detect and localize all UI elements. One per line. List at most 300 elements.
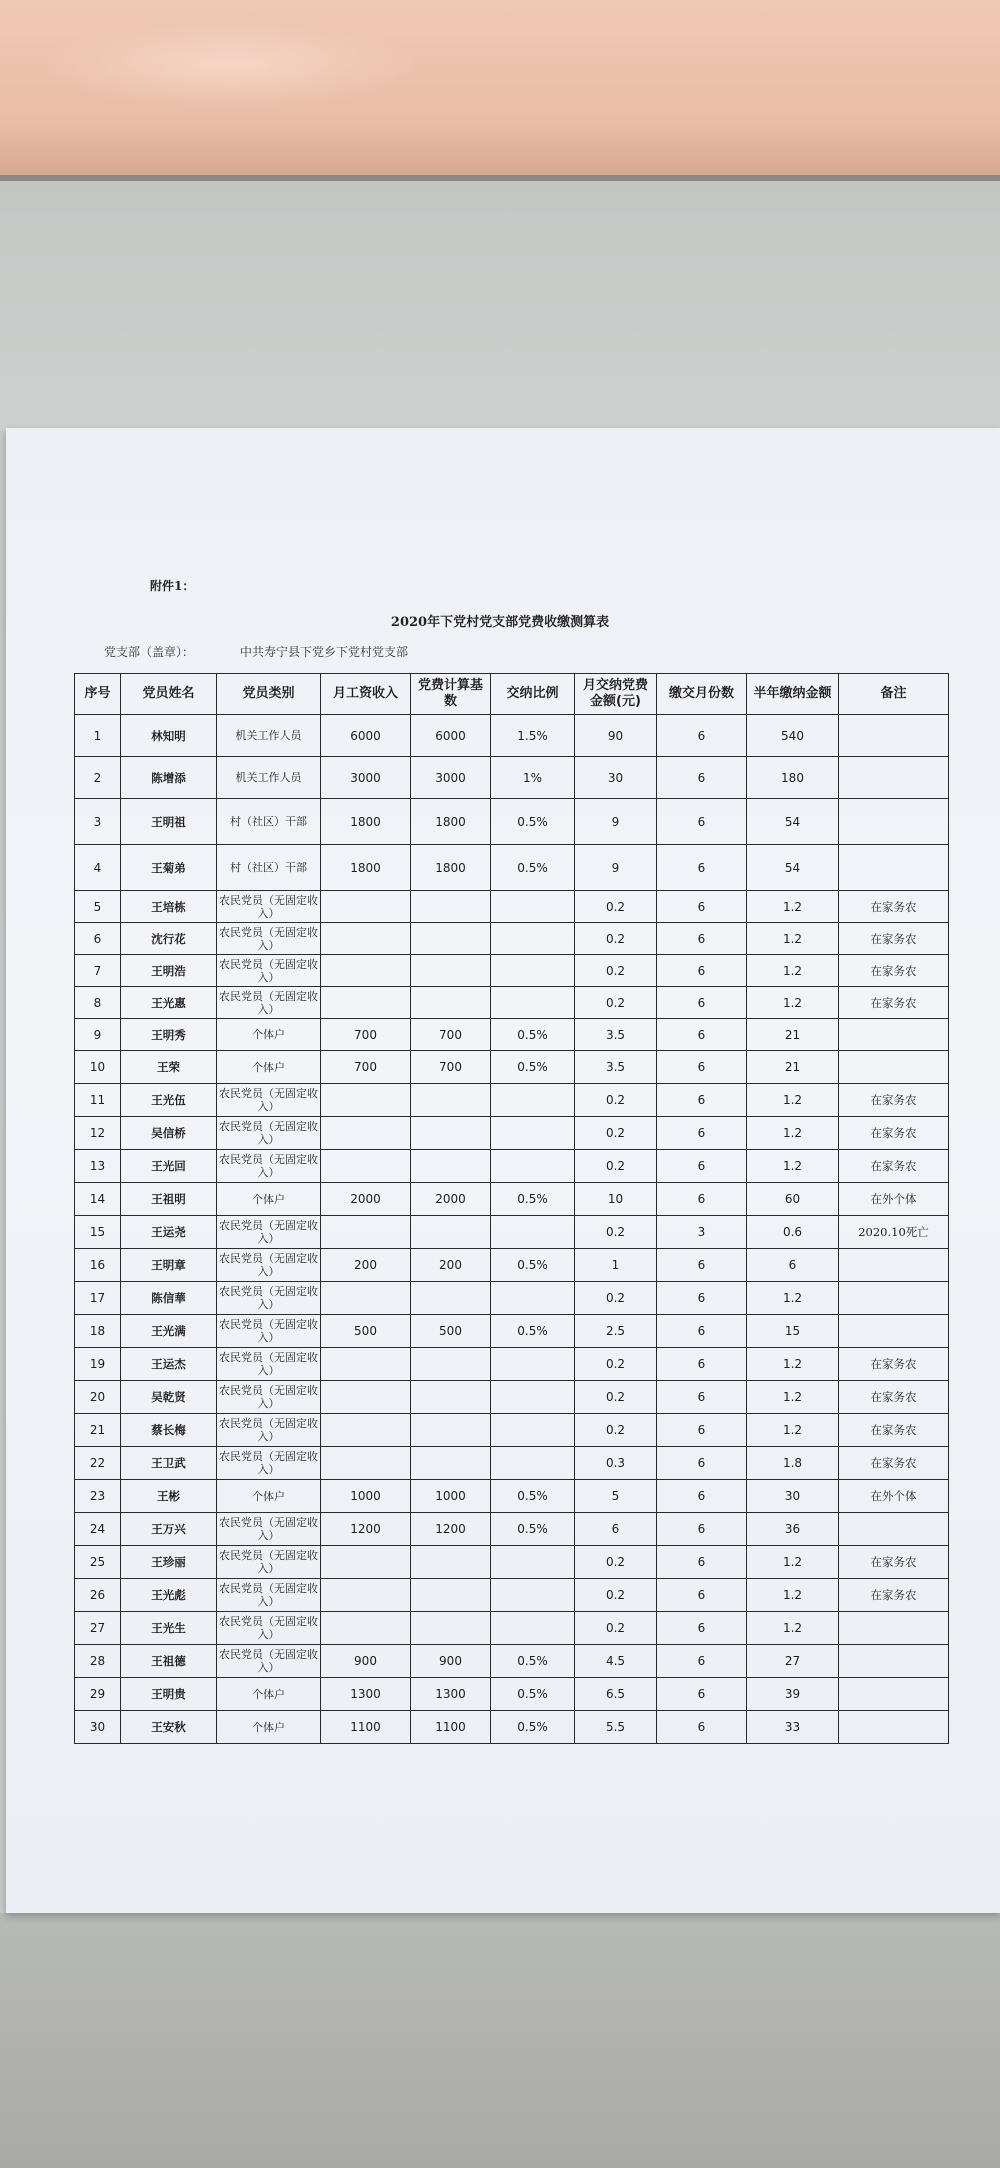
cell-base — [411, 1612, 491, 1645]
cell-half-year: 1.2 — [747, 1546, 839, 1579]
table-row — [75, 1480, 949, 1513]
cell-monthly: 0.2 — [575, 987, 657, 1019]
cell-base: 700 — [411, 1051, 491, 1084]
cell-income — [321, 1546, 411, 1579]
cell-note — [839, 845, 949, 891]
cell-no: 30 — [75, 1711, 121, 1744]
cell-months: 6 — [657, 1678, 747, 1711]
cell-ratio — [491, 987, 575, 1019]
cell-income: 700 — [321, 1051, 411, 1084]
cell-base — [411, 1084, 491, 1117]
cell-monthly: 0.2 — [575, 1579, 657, 1612]
branch-name: 中共寿宁县下党乡下党村党支部 — [240, 645, 409, 659]
cell-months: 6 — [657, 1645, 747, 1678]
cell-note: 在家务农 — [839, 891, 949, 923]
table-row — [75, 1348, 949, 1381]
cell-months: 6 — [657, 923, 747, 955]
cell-monthly: 0.2 — [575, 891, 657, 923]
cell-base: 2000 — [411, 1183, 491, 1216]
table-row — [75, 1612, 949, 1645]
cell-months: 6 — [657, 1612, 747, 1645]
cell-monthly: 3.5 — [575, 1019, 657, 1051]
cell-ratio: 1% — [491, 757, 575, 799]
cell-income: 1200 — [321, 1513, 411, 1546]
table-row — [75, 1447, 949, 1480]
cell-monthly: 6.5 — [575, 1678, 657, 1711]
cell-months: 6 — [657, 1084, 747, 1117]
cell-base: 700 — [411, 1019, 491, 1051]
header-ratio: 交纳比例 — [491, 674, 575, 715]
cell-type: 个体户 — [217, 1183, 321, 1216]
cell-no: 2 — [75, 757, 121, 799]
header-name: 党员姓名 — [121, 674, 217, 715]
cell-half-year: 33 — [747, 1711, 839, 1744]
cell-months: 6 — [657, 1381, 747, 1414]
cell-type: 农民党员（无固定收入） — [217, 1381, 321, 1414]
cell-ratio: 0.5% — [491, 1249, 575, 1282]
cell-type: 机关工作人员 — [217, 757, 321, 799]
cell-half-year: 1.2 — [747, 1150, 839, 1183]
table-row — [75, 1546, 949, 1579]
cell-months: 6 — [657, 1249, 747, 1282]
cell-half-year: 1.2 — [747, 955, 839, 987]
cell-half-year: 21 — [747, 1019, 839, 1051]
cell-ratio — [491, 923, 575, 955]
cell-monthly: 0.2 — [575, 1216, 657, 1249]
table-row — [75, 1019, 949, 1051]
cell-monthly: 0.2 — [575, 955, 657, 987]
cell-no: 11 — [75, 1084, 121, 1117]
cell-half-year: 1.2 — [747, 1381, 839, 1414]
cell-note: 在外个体 — [839, 1480, 949, 1513]
cell-base: 1200 — [411, 1513, 491, 1546]
cell-monthly: 0.2 — [575, 1546, 657, 1579]
cell-ratio — [491, 1612, 575, 1645]
cell-type: 农民党员（无固定收入） — [217, 891, 321, 923]
cell-name: 陈增添 — [121, 757, 217, 799]
cell-base — [411, 1150, 491, 1183]
cell-no: 13 — [75, 1150, 121, 1183]
cell-no: 16 — [75, 1249, 121, 1282]
cell-type: 农民党员（无固定收入） — [217, 1216, 321, 1249]
cell-half-year: 540 — [747, 715, 839, 757]
cell-name: 王明秀 — [121, 1019, 217, 1051]
cell-type: 农民党员（无固定收入） — [217, 1546, 321, 1579]
cell-name: 王光惠 — [121, 987, 217, 1019]
cell-note — [839, 1645, 949, 1678]
cell-monthly: 5 — [575, 1480, 657, 1513]
cell-no: 15 — [75, 1216, 121, 1249]
cell-name: 吴乾贤 — [121, 1381, 217, 1414]
cell-half-year: 1.2 — [747, 1084, 839, 1117]
cell-no: 9 — [75, 1019, 121, 1051]
cell-ratio — [491, 1150, 575, 1183]
table-row — [75, 1711, 949, 1744]
cell-months: 3 — [657, 1216, 747, 1249]
cell-ratio: 0.5% — [491, 1315, 575, 1348]
cell-base — [411, 1282, 491, 1315]
table-row — [75, 1117, 949, 1150]
cell-income — [321, 923, 411, 955]
cell-base: 900 — [411, 1645, 491, 1678]
cell-ratio: 0.5% — [491, 1645, 575, 1678]
header-note: 备注 — [839, 674, 949, 715]
cell-ratio — [491, 1447, 575, 1480]
cell-note — [839, 1282, 949, 1315]
cell-name: 王光伍 — [121, 1084, 217, 1117]
cell-name: 王祖德 — [121, 1645, 217, 1678]
cell-note — [839, 1612, 949, 1645]
cell-type: 农民党员（无固定收入） — [217, 1084, 321, 1117]
cell-type: 农民党员（无固定收入） — [217, 1315, 321, 1348]
cell-income — [321, 1348, 411, 1381]
cell-income — [321, 1084, 411, 1117]
cell-monthly: 9 — [575, 799, 657, 845]
cell-monthly: 0.2 — [575, 1612, 657, 1645]
header-base: 党费计算基数 — [411, 674, 491, 715]
cell-no: 29 — [75, 1678, 121, 1711]
cell-half-year: 180 — [747, 757, 839, 799]
cell-base: 3000 — [411, 757, 491, 799]
table-row — [75, 1084, 949, 1117]
cell-note: 在外个体 — [839, 1183, 949, 1216]
cell-note: 在家务农 — [839, 1579, 949, 1612]
table-row — [75, 1414, 949, 1447]
cell-ratio — [491, 1579, 575, 1612]
cell-months: 6 — [657, 1513, 747, 1546]
cell-months: 6 — [657, 1414, 747, 1447]
cell-income — [321, 1579, 411, 1612]
cell-type: 农民党员（无固定收入） — [217, 987, 321, 1019]
cell-half-year: 1.2 — [747, 1282, 839, 1315]
cell-no: 12 — [75, 1117, 121, 1150]
cell-no: 8 — [75, 987, 121, 1019]
cell-no: 5 — [75, 891, 121, 923]
table-row — [75, 1150, 949, 1183]
cell-months: 6 — [657, 891, 747, 923]
cell-no: 25 — [75, 1546, 121, 1579]
table-row — [75, 1315, 949, 1348]
cell-note: 在家务农 — [839, 1381, 949, 1414]
cell-no: 24 — [75, 1513, 121, 1546]
cell-base — [411, 987, 491, 1019]
cell-income: 700 — [321, 1019, 411, 1051]
cell-type: 个体户 — [217, 1480, 321, 1513]
cell-half-year: 21 — [747, 1051, 839, 1084]
cell-half-year: 1.2 — [747, 1117, 839, 1150]
cell-name: 王安秋 — [121, 1711, 217, 1744]
cell-half-year: 1.2 — [747, 987, 839, 1019]
cell-months: 6 — [657, 757, 747, 799]
cell-income — [321, 891, 411, 923]
cell-base — [411, 1447, 491, 1480]
cell-months: 6 — [657, 1579, 747, 1612]
cell-type: 村（社区）干部 — [217, 845, 321, 891]
cell-name: 王运杰 — [121, 1348, 217, 1381]
cell-half-year: 30 — [747, 1480, 839, 1513]
cell-months: 6 — [657, 1711, 747, 1744]
table-row — [75, 799, 949, 845]
cell-income: 900 — [321, 1645, 411, 1678]
cell-base: 200 — [411, 1249, 491, 1282]
party-fee-table — [74, 673, 949, 1744]
cell-monthly: 10 — [575, 1183, 657, 1216]
cell-months: 6 — [657, 1019, 747, 1051]
header-months: 缴交月份数 — [657, 674, 747, 715]
cell-no: 19 — [75, 1348, 121, 1381]
cell-no: 10 — [75, 1051, 121, 1084]
cell-income — [321, 1447, 411, 1480]
cell-monthly: 30 — [575, 757, 657, 799]
cell-half-year: 39 — [747, 1678, 839, 1711]
cell-note — [839, 1019, 949, 1051]
cell-income: 1000 — [321, 1480, 411, 1513]
cell-base — [411, 923, 491, 955]
branch-label: 党支部（盖章）： — [104, 645, 195, 659]
cell-base — [411, 1414, 491, 1447]
cell-base — [411, 1216, 491, 1249]
cell-monthly: 0.2 — [575, 1282, 657, 1315]
cell-ratio: 0.5% — [491, 1678, 575, 1711]
cell-half-year: 36 — [747, 1513, 839, 1546]
cell-name: 王光满 — [121, 1315, 217, 1348]
cell-no: 3 — [75, 799, 121, 845]
table-row — [75, 757, 949, 799]
cell-base: 1100 — [411, 1711, 491, 1744]
cell-monthly: 90 — [575, 715, 657, 757]
cell-note: 2020.10死亡 — [839, 1216, 949, 1249]
cell-note: 在家务农 — [839, 955, 949, 987]
cell-no: 26 — [75, 1579, 121, 1612]
cell-income — [321, 1117, 411, 1150]
cell-name: 王明祖 — [121, 799, 217, 845]
cell-monthly: 3.5 — [575, 1051, 657, 1084]
cell-type: 农民党员（无固定收入） — [217, 1282, 321, 1315]
cell-name: 沈行花 — [121, 923, 217, 955]
cell-no: 1 — [75, 715, 121, 757]
cell-months: 6 — [657, 1315, 747, 1348]
cell-months: 6 — [657, 1348, 747, 1381]
cell-type: 个体户 — [217, 1019, 321, 1051]
top-paper-edge — [0, 0, 1000, 181]
cell-half-year: 1.2 — [747, 1414, 839, 1447]
cell-ratio: 0.5% — [491, 1051, 575, 1084]
cell-monthly: 0.2 — [575, 923, 657, 955]
table-row — [75, 1381, 949, 1414]
cell-base: 500 — [411, 1315, 491, 1348]
cell-name: 王明贵 — [121, 1678, 217, 1711]
cell-note: 在家务农 — [839, 1348, 949, 1381]
cell-income — [321, 955, 411, 987]
table-row — [75, 955, 949, 987]
cell-type: 农民党员（无固定收入） — [217, 955, 321, 987]
cell-no: 27 — [75, 1612, 121, 1645]
cell-months: 6 — [657, 799, 747, 845]
cell-income — [321, 1282, 411, 1315]
cell-income: 200 — [321, 1249, 411, 1282]
cell-monthly: 0.2 — [575, 1084, 657, 1117]
cell-no: 7 — [75, 955, 121, 987]
cell-half-year: 1.2 — [747, 1579, 839, 1612]
cell-ratio — [491, 1117, 575, 1150]
cell-ratio — [491, 1546, 575, 1579]
header-no: 序号 — [75, 674, 121, 715]
cell-monthly: 0.2 — [575, 1414, 657, 1447]
cell-half-year: 1.2 — [747, 1348, 839, 1381]
table-row — [75, 1645, 949, 1678]
cell-months: 6 — [657, 1117, 747, 1150]
cell-ratio — [491, 891, 575, 923]
table-row — [75, 1183, 949, 1216]
cell-type: 农民党员（无固定收入） — [217, 1645, 321, 1678]
cell-type: 农民党员（无固定收入） — [217, 1249, 321, 1282]
cell-monthly: 0.2 — [575, 1348, 657, 1381]
cell-ratio — [491, 1381, 575, 1414]
cell-half-year: 1.2 — [747, 891, 839, 923]
cell-type: 农民党员（无固定收入） — [217, 1612, 321, 1645]
table-row — [75, 923, 949, 955]
cell-half-year: 0.6 — [747, 1216, 839, 1249]
cell-months: 6 — [657, 1183, 747, 1216]
cell-half-year: 60 — [747, 1183, 839, 1216]
table-row — [75, 1249, 949, 1282]
cell-note: 在家务农 — [839, 1117, 949, 1150]
cell-ratio: 0.5% — [491, 1183, 575, 1216]
cell-monthly: 0.2 — [575, 1381, 657, 1414]
cell-income: 1300 — [321, 1678, 411, 1711]
cell-name: 王卫武 — [121, 1447, 217, 1480]
cell-months: 6 — [657, 1150, 747, 1183]
cell-base — [411, 1348, 491, 1381]
cell-monthly: 2.5 — [575, 1315, 657, 1348]
wall-background — [0, 181, 1000, 431]
table-row — [75, 987, 949, 1019]
floor-background — [0, 1913, 1000, 2168]
header-type: 党员类别 — [217, 674, 321, 715]
cell-half-year: 27 — [747, 1645, 839, 1678]
cell-note: 在家务农 — [839, 1546, 949, 1579]
cell-no: 4 — [75, 845, 121, 891]
cell-name: 王光回 — [121, 1150, 217, 1183]
cell-no: 21 — [75, 1414, 121, 1447]
cell-income — [321, 1381, 411, 1414]
table-row — [75, 1678, 949, 1711]
cell-ratio: 0.5% — [491, 799, 575, 845]
cell-income: 1800 — [321, 845, 411, 891]
cell-base — [411, 1579, 491, 1612]
cell-income: 2000 — [321, 1183, 411, 1216]
cell-name: 蔡长梅 — [121, 1414, 217, 1447]
cell-name: 王菊弟 — [121, 845, 217, 891]
cell-type: 农民党员（无固定收入） — [217, 1447, 321, 1480]
cell-half-year: 6 — [747, 1249, 839, 1282]
cell-name: 王光生 — [121, 1612, 217, 1645]
cell-income — [321, 1150, 411, 1183]
cell-note — [839, 715, 949, 757]
cell-note — [839, 1315, 949, 1348]
table-header-row — [75, 674, 949, 715]
cell-base: 1300 — [411, 1678, 491, 1711]
cell-name: 王彬 — [121, 1480, 217, 1513]
cell-monthly: 0.3 — [575, 1447, 657, 1480]
cell-type: 农民党员（无固定收入） — [217, 1579, 321, 1612]
document-title: 2020年下党村党支部党费收缴测算表 — [390, 615, 610, 630]
cell-half-year: 1.2 — [747, 923, 839, 955]
cell-type: 农民党员（无固定收入） — [217, 1348, 321, 1381]
cell-income — [321, 1216, 411, 1249]
table-row — [75, 715, 949, 757]
cell-note — [839, 1513, 949, 1546]
cell-name: 王万兴 — [121, 1513, 217, 1546]
cell-type: 个体户 — [217, 1678, 321, 1711]
table-row — [75, 1282, 949, 1315]
cell-months: 6 — [657, 1480, 747, 1513]
cell-note — [839, 1051, 949, 1084]
cell-ratio — [491, 1282, 575, 1315]
cell-ratio — [491, 1084, 575, 1117]
cell-monthly: 9 — [575, 845, 657, 891]
cell-income: 3000 — [321, 757, 411, 799]
cell-base: 1000 — [411, 1480, 491, 1513]
cell-no: 14 — [75, 1183, 121, 1216]
cell-note: 在家务农 — [839, 1414, 949, 1447]
cell-months: 6 — [657, 1546, 747, 1579]
attachment-label: 附件1： — [150, 579, 195, 593]
cell-name: 王运尧 — [121, 1216, 217, 1249]
cell-no: 23 — [75, 1480, 121, 1513]
cell-name: 王培栋 — [121, 891, 217, 923]
cell-note — [839, 1249, 949, 1282]
cell-ratio: 0.5% — [491, 1711, 575, 1744]
cell-ratio: 0.5% — [491, 1480, 575, 1513]
cell-note: 在家务农 — [839, 1447, 949, 1480]
cell-months: 6 — [657, 987, 747, 1019]
cell-base: 1800 — [411, 845, 491, 891]
cell-income — [321, 1414, 411, 1447]
cell-name: 王荣 — [121, 1051, 217, 1084]
cell-base — [411, 955, 491, 987]
table-row — [75, 845, 949, 891]
cell-no: 17 — [75, 1282, 121, 1315]
cell-name: 王祖明 — [121, 1183, 217, 1216]
cell-base: 6000 — [411, 715, 491, 757]
cell-base: 1800 — [411, 799, 491, 845]
cell-ratio — [491, 1348, 575, 1381]
cell-note — [839, 757, 949, 799]
cell-ratio: 1.5% — [491, 715, 575, 757]
cell-type: 农民党员（无固定收入） — [217, 1150, 321, 1183]
cell-income: 6000 — [321, 715, 411, 757]
cell-months: 6 — [657, 715, 747, 757]
cell-income: 1800 — [321, 799, 411, 845]
cell-income — [321, 1612, 411, 1645]
cell-half-year: 1.8 — [747, 1447, 839, 1480]
cell-note: 在家务农 — [839, 1150, 949, 1183]
cell-type: 农民党员（无固定收入） — [217, 1117, 321, 1150]
cell-months: 6 — [657, 845, 747, 891]
cell-no: 22 — [75, 1447, 121, 1480]
cell-note: 在家务农 — [839, 1084, 949, 1117]
table-row — [75, 1579, 949, 1612]
cell-monthly: 0.2 — [575, 1117, 657, 1150]
cell-income: 500 — [321, 1315, 411, 1348]
header-monthly: 月交纳党费金额(元) — [575, 674, 657, 715]
cell-type: 村（社区）干部 — [217, 799, 321, 845]
cell-months: 6 — [657, 1282, 747, 1315]
cell-monthly: 5.5 — [575, 1711, 657, 1744]
cell-name: 王光彪 — [121, 1579, 217, 1612]
cell-ratio — [491, 1414, 575, 1447]
